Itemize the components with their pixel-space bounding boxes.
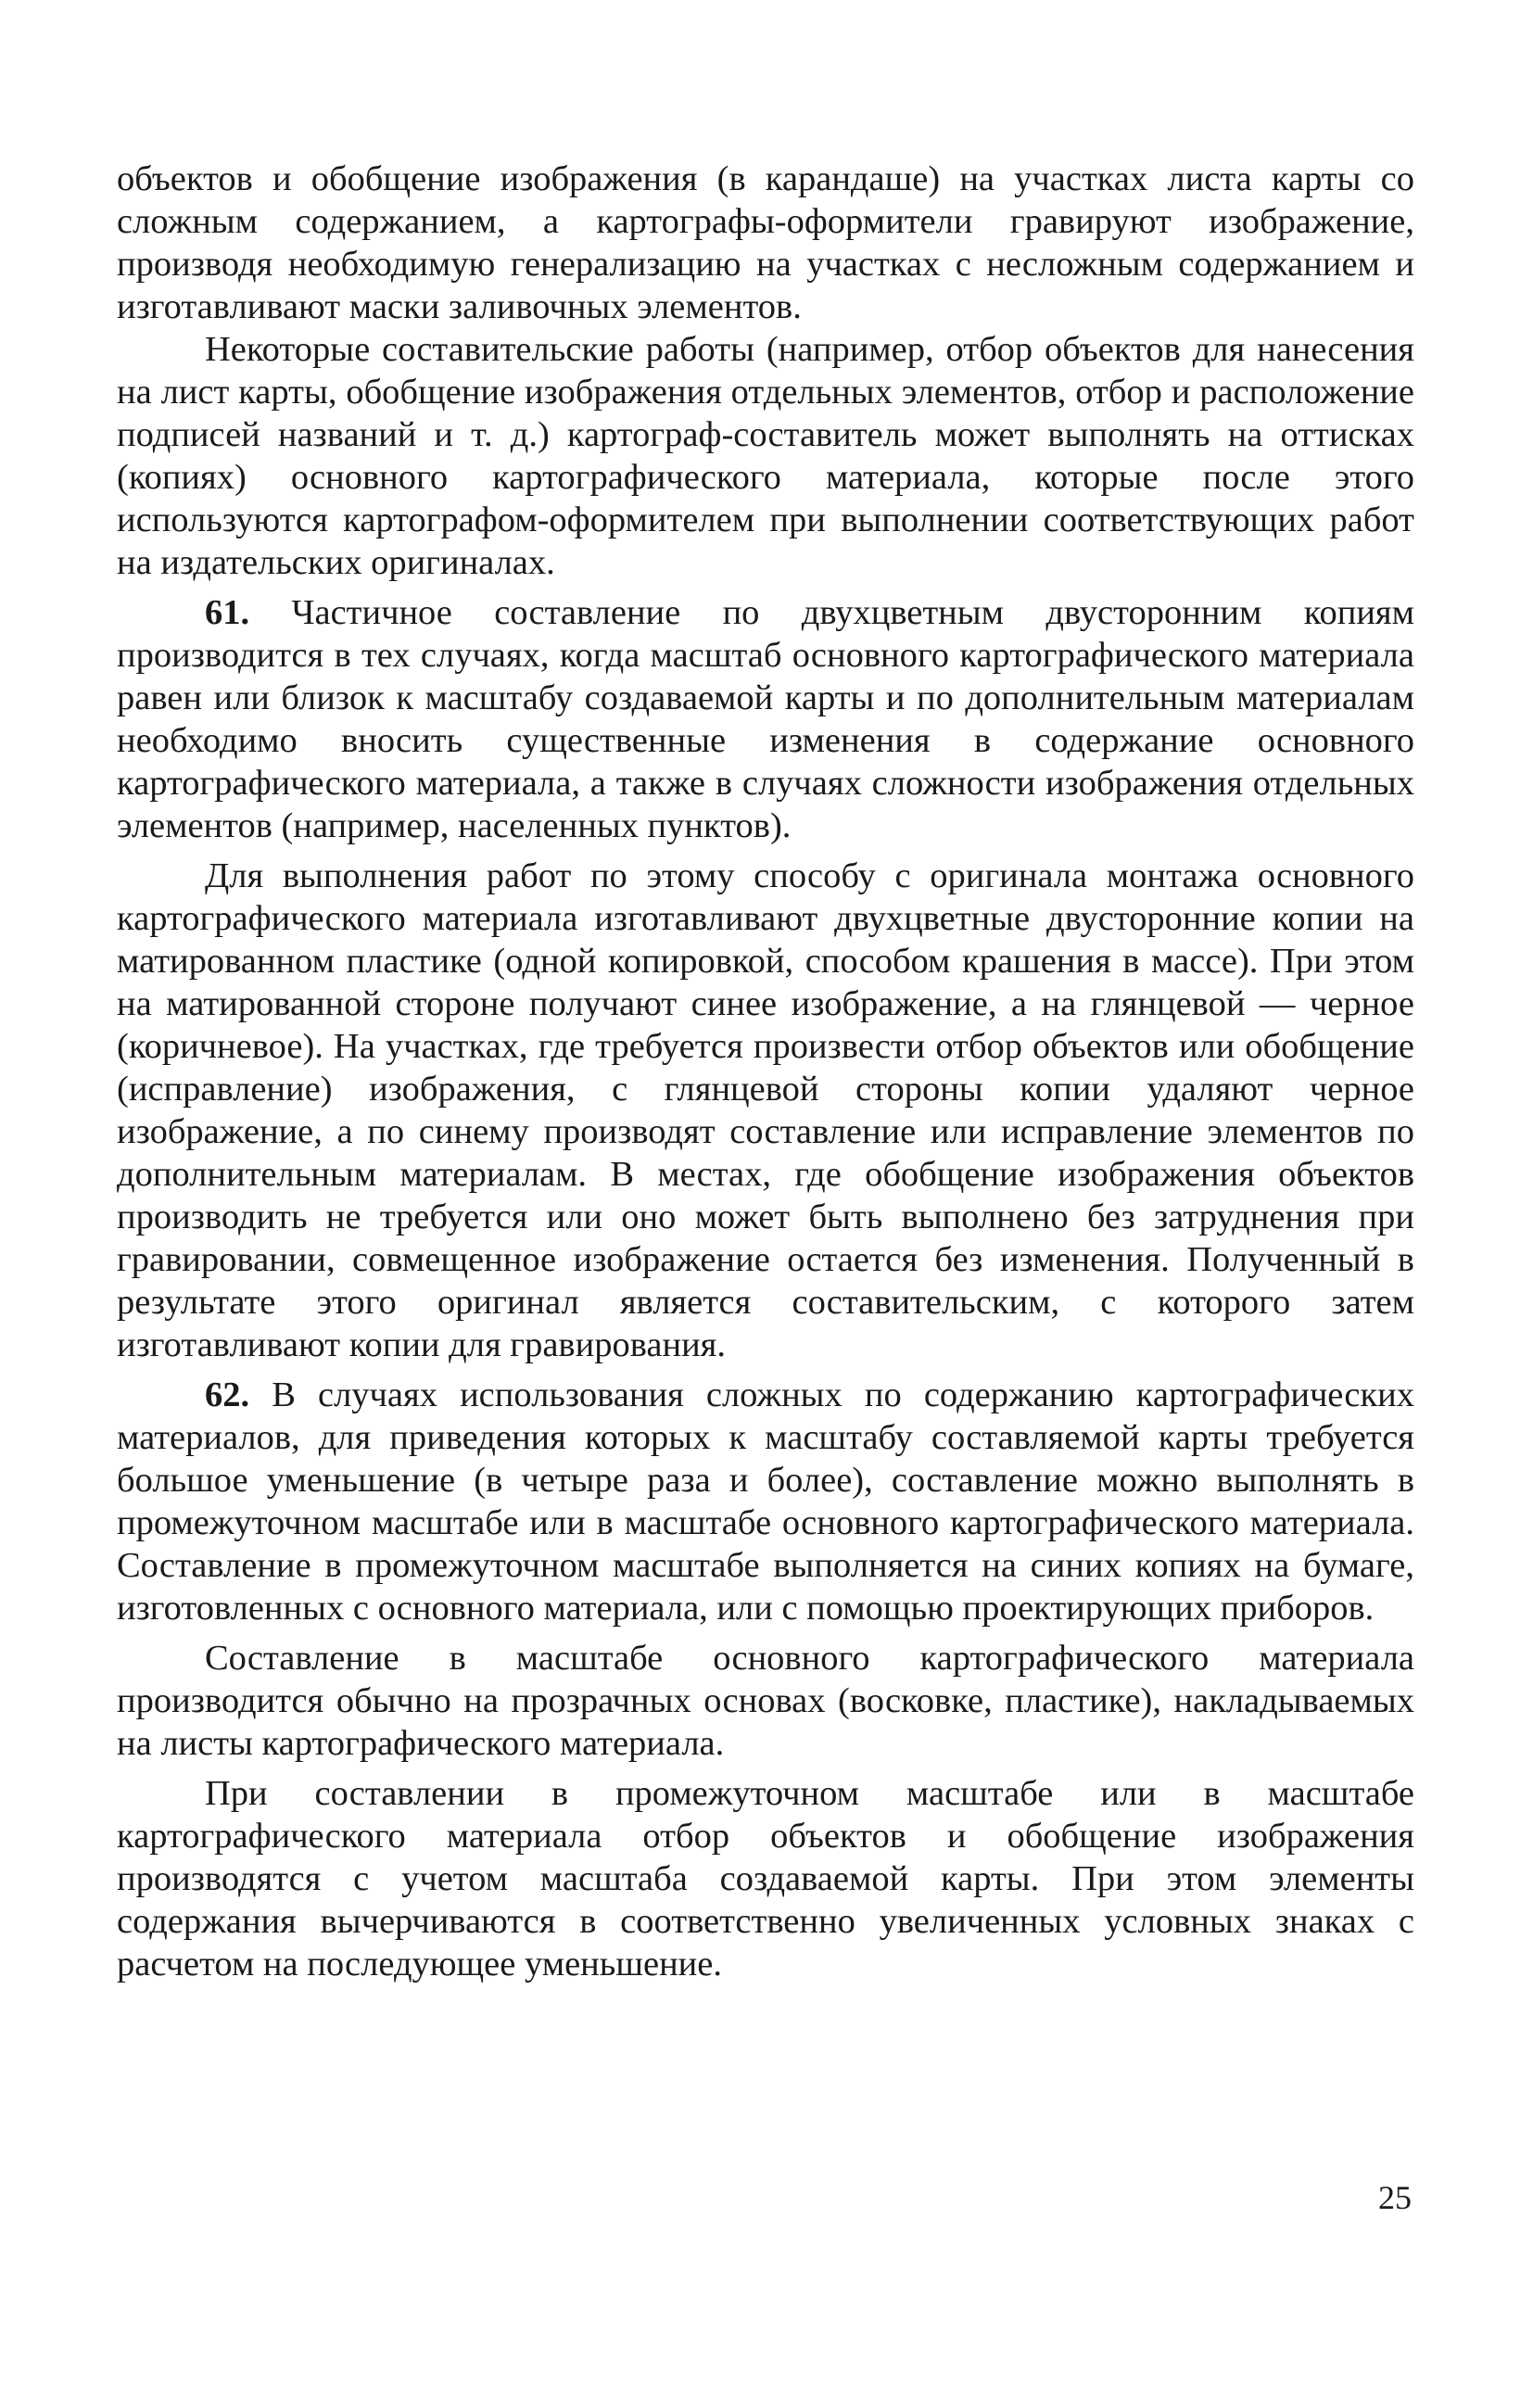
body-text — [117, 158, 1414, 1985]
page-number: 25 — [1378, 2179, 1412, 2216]
section-62-text: В случаях использования сложных по содержанию картографических материалов, для приведения которых к масштабу составляемой карты требуется большое уменьшение (в четыре раза и более), составление можно выполнять в промежуточном масштабе или в масштабе основного картографического материала. Составление в промежуточном масштабе выполняется на синих копиях на бумаге, изготовленных с основного материала, или с помощью проектирующих приборов. — [117, 1375, 1414, 1628]
section-61-text: Частичное составление по двухцветным двусторонним копиям производится в тех случаях, когда масштаб основного картографического материала равен или близок к масштабу создаваемой карты и по дополнительным материалам необходимо вносить существенные изменения в содержание основного картографического материала, а также в случаях сложности изображения отдельных элементов (например, населенных пунктов). — [117, 593, 1415, 845]
paragraph-compilation-work: Некоторые составительские работы (например, отбор объектов для нанесения на лист карты, обобщение изображения отдельных элементов, отбор и расположение подписей названий и т. д.) картограф-составитель может выполнять на оттисках (копиях) основного картографического материала, которые после этого используются картографом-оформителем при выполнении соответствующих работ на издательских оригиналах. — [117, 330, 1414, 582]
paragraph-intermediate-scale: При составлении в промежуточном масштабе или в масштабе картографического материала отбор объектов и обобщение изображения производятся с учетом масштаба создаваемой карты. При этом элементы содержания вычерчиваются в соответственно увеличенных условных знаках с расчетом на последующее уменьшение. — [117, 1774, 1414, 1983]
section-number-61: 61. — [205, 593, 250, 632]
paragraph-two-color-copies: Для выполнения работ по этому способу с оригинала монтажа основного картографического материала изготавливают двухцветные двусторонние копии на матированном пластике (одной копировкой, способом крашения в массе). При этом на матированной стороне получают синее изображение, а на глянцевой — черное (коричневое). На участках, где требуется произвести отбор объектов или обобщение (исправление) изображения, с глянцевой стороны копии удаляют черное изображение, а по синему производят составление или исправление элементов по дополнительным материалам. В местах, где обобщение изображения объектов производить не требуется или оно может быть выполнено без затруднения при гравировании, совмещенное изображение остается без изменения. Полученный в результате этого оригинал является составительским, с которого затем изготавливают копии для гравирования. — [117, 856, 1414, 1364]
section-number-62: 62. — [205, 1375, 250, 1414]
paragraph-base-scale: Составление в масштабе основного картографического материала производится обычно на прозрачных основах (восковке, пластике), накладываемых на листы картографического материала. — [117, 1639, 1414, 1763]
paragraph-continuation: объектов и обобщение изображения (в карандаше) на участках листа карты со сложным содержанием, а картографы-оформители гравируют изображение, производя необходимую генерализацию на участках с несложным содержанием и изготавливают маски заливочных элементов. — [117, 159, 1414, 326]
paragraph-section-61 — [117, 591, 1414, 847]
paragraph-section-62 — [117, 1374, 1414, 1629]
